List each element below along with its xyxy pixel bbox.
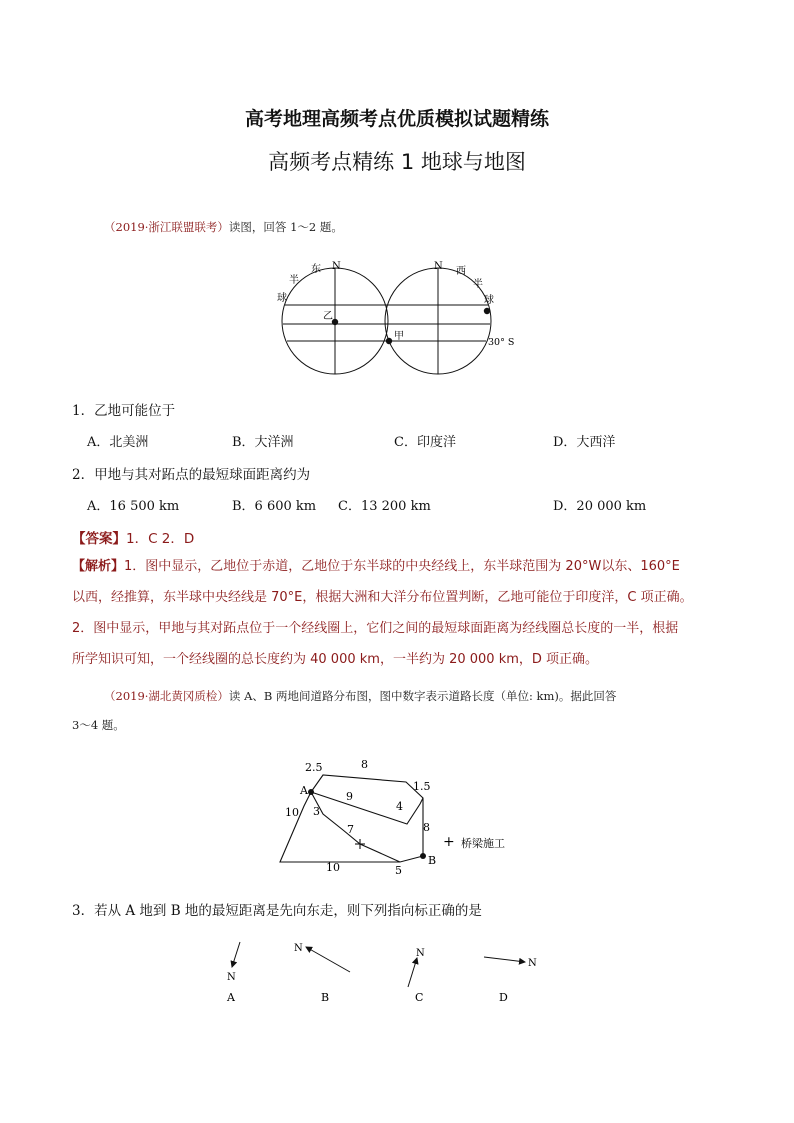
- section2-intro: [104, 688, 724, 704]
- question-3: 3．若从 A 地到 B 地的最短距离是先向东走，则下列指向标正确的是: [72, 903, 482, 919]
- length-7: 7: [347, 823, 354, 836]
- length-8-right: 8: [423, 821, 430, 834]
- q2-option-d: D．20 000 km: [553, 499, 647, 514]
- section2-prompt-1: 读 A、B 两地间道路分布图，图中数字表示道路长度（单位: km)。据此回答: [228, 689, 617, 703]
- option-c-label: C: [415, 991, 424, 1004]
- section1-source: （2019·浙江联盟联考）: [104, 220, 229, 234]
- label-30s: 30° S: [488, 337, 515, 348]
- answer-block: [72, 527, 194, 547]
- compass-options-figure: [210, 930, 550, 1010]
- analysis-line-4: 所学知识可知，一个经线圈的总长度约为 40 000 km，一半约为 20 000 km，D 项正确。: [72, 652, 599, 667]
- analysis-line-2: 以西，经推算，东半球中央经线是 70°E，根据大洲和大洋分布位置判断，乙地可能位于印度洋，C 项正确。: [72, 590, 693, 605]
- q2-option-a: A．16 500 km: [87, 499, 180, 514]
- question-2: 2．甲地与其对跖点的最短球面距离约为: [72, 467, 311, 483]
- arrow-c-n-label: N: [416, 948, 425, 959]
- length-5: 5: [395, 864, 402, 877]
- arrow-a-n-label: N: [227, 972, 236, 983]
- length-1-5: 1.5: [413, 780, 431, 793]
- north-label-right: N: [434, 261, 443, 272]
- section2-prompt-2: 3～4 题。: [72, 718, 125, 732]
- length-10-left: 10: [285, 806, 299, 819]
- section2-source: （2019·湖北黄冈质检）: [104, 689, 229, 703]
- option-b-label: B: [321, 991, 330, 1004]
- label-b: B: [428, 854, 437, 867]
- label-ban-left: 半: [289, 275, 299, 286]
- label-qiu-left: 球: [277, 293, 287, 304]
- q1-option-b: B．大洋洲: [232, 435, 294, 450]
- label-a: A: [300, 784, 308, 797]
- right-edge-dot: [484, 308, 490, 314]
- q2-option-b: B．6 600 km: [232, 499, 317, 514]
- point-a-dot: [308, 789, 314, 795]
- length-8-top: 8: [361, 758, 368, 771]
- answer-label: 【答案】: [72, 531, 126, 547]
- arrow-option-a: [232, 942, 240, 967]
- arrow-option-c: [408, 958, 417, 987]
- arrow-option-d: [484, 957, 525, 962]
- label-qiu-right: 球: [484, 295, 494, 306]
- label-jia: 甲: [394, 331, 404, 342]
- document-title: 高考地理高频考点优质模拟试题精练: [244, 108, 549, 130]
- analysis-line-1: 【解析】1．图中显示，乙地位于赤道，乙地位于东半球的中央经线上，东半球范围为 20°W以东、160°E: [72, 559, 680, 574]
- road-route-3-7: [311, 792, 400, 862]
- arrow-option-b: [306, 947, 350, 972]
- analysis-label: 【解析】: [72, 559, 125, 574]
- answer-text: 1．C 2．D: [126, 531, 195, 547]
- length-2-5: 2.5: [305, 761, 323, 774]
- road-route-9-4: [311, 792, 423, 824]
- section1-intro: [104, 219, 343, 235]
- legend-bridge-text: 桥梁施工: [461, 837, 505, 850]
- point-b-dot: [420, 853, 426, 859]
- option-a-label: A: [227, 991, 235, 1004]
- q2-option-c: C．13 200 km: [338, 499, 431, 514]
- label-xi: 西: [456, 266, 466, 277]
- point-jia-dot: [386, 338, 392, 344]
- legend-bridge-symbol: +: [443, 834, 455, 850]
- analysis-block: [72, 551, 732, 675]
- document-subtitle: 高频考点精练 1 地球与地图: [268, 150, 526, 174]
- section1-prompt: 读图，回答 1～2 题。: [228, 220, 343, 234]
- q1-option-a: A．北美洲: [87, 435, 149, 450]
- option-d-label: D: [499, 991, 508, 1004]
- analysis-line-3: 2．图中显示，甲地与其对跖点位于一个经线圈上，它们之间的最短球面距离为经线圈总长度的一半，根据: [72, 621, 679, 636]
- question-1: 1．乙地可能位于: [72, 403, 176, 419]
- arrow-d-n-label: N: [528, 958, 537, 969]
- length-4: 4: [396, 800, 403, 813]
- arrow-b-n-label: N: [294, 943, 303, 954]
- hemisphere-figure: [270, 250, 520, 380]
- label-yi: 乙: [323, 311, 333, 322]
- label-ban-right: 半: [473, 279, 483, 290]
- q1-option-c: C．印度洋: [394, 435, 456, 450]
- road-map-figure: [268, 752, 528, 882]
- label-dong: 东: [311, 264, 321, 275]
- length-10-bottom: 10: [326, 861, 340, 874]
- length-3: 3: [313, 805, 320, 818]
- length-9: 9: [346, 790, 353, 803]
- q1-option-d: D．大西洋: [553, 435, 616, 450]
- north-label-left: N: [332, 261, 341, 272]
